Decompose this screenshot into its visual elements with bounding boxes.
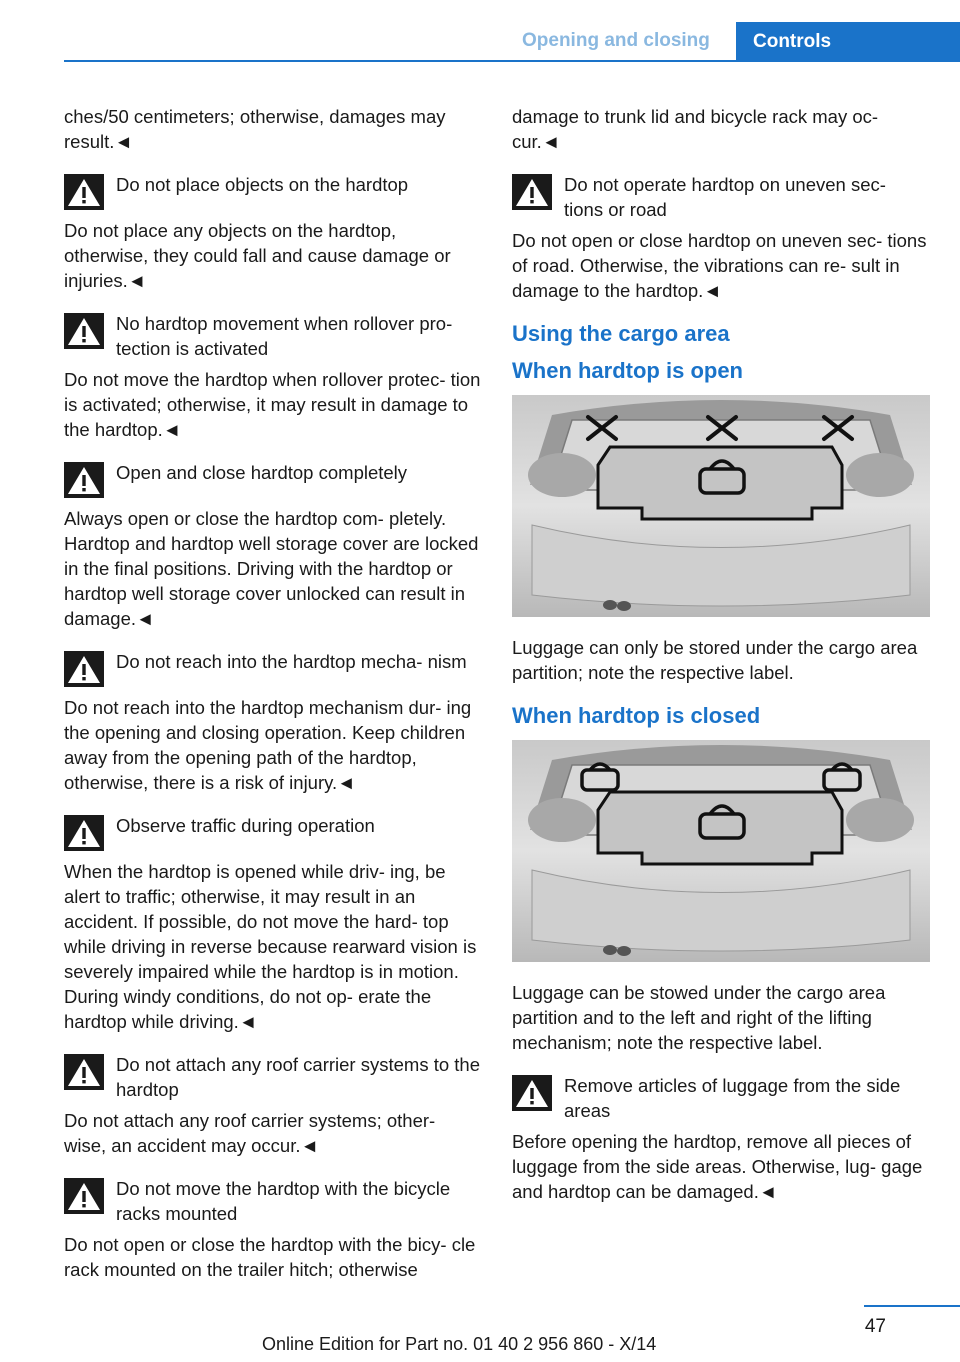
subheading-open: When hardtop is open — [512, 358, 743, 383]
warning-body: Do not reach into the hardtop mechanism dur‐ ing the opening and closing operation. Keep children away from the opening path of the hardtop, otherwise, there is a risk of injury.◄ — [64, 697, 472, 793]
warning-block — [512, 172, 930, 303]
warning-block — [64, 1052, 482, 1158]
footer-edition: Online Edition for Part no. 01 40 2 956 860 - X/14 — [262, 1334, 657, 1354]
warning-body: Do not place any objects on the hardtop, otherwise, they could fall and cause damage or injuries.◄ — [64, 220, 451, 291]
warning-body: Before opening the hardtop, remove all pieces of luggage from the side areas. Otherwise, lug‐ gage and hardtop can be damaged.◄ — [512, 1131, 923, 1202]
left-intro: ches/50 centimeters; otherwise, damages may result.◄ — [64, 106, 446, 152]
warning-title: No hardtop movement when rollover pro‐ tection is activated — [116, 313, 453, 359]
warning-title: Open and close hardtop completely — [116, 462, 408, 483]
warning-block — [64, 1176, 482, 1282]
warning-block — [64, 172, 482, 293]
warning-title: Observe traffic during operation — [116, 815, 375, 836]
warning-title: Do not operate hardtop on uneven sec‐ tions or road — [564, 174, 886, 220]
warning-title: Do not place objects on the hardtop — [116, 174, 409, 195]
header-tab: Controls — [736, 22, 960, 62]
left-column — [64, 104, 482, 1300]
warning-block — [64, 311, 482, 442]
warning-title: Do not reach into the hardtop mecha‐ nism — [116, 651, 467, 672]
warning-title: Do not attach any roof carrier systems to the hardtop — [116, 1054, 480, 1100]
warning-triangle-icon — [64, 815, 104, 851]
page-number: 47 — [864, 1316, 886, 1337]
warning-triangle-icon — [64, 462, 104, 498]
header-rule — [64, 60, 960, 62]
warning-block — [512, 1073, 930, 1204]
page-number-rule — [864, 1305, 960, 1307]
right-intro: damage to trunk lid and bicycle rack may oc‐ cur.◄ — [512, 106, 879, 152]
warning-body: When the hardtop is opened while driv‐ ing, be alert to traffic; otherwise, it may result in an accident. If possible, do not move the hard‐ top while driving in reverse because rearward vision is severely impaired while the hardtop is in motion. During windy conditions, do not op‐ erate the hardtop while driving.◄ — [64, 861, 477, 1032]
warning-triangle-icon — [64, 1178, 104, 1214]
warning-body: Always open or close the hardtop com‐ pletely. Hardtop and hardtop well storage cover are locked in the final positions. Driving with the hardtop or hardtop well storage cover unlocked can result in damage.◄ — [64, 508, 479, 629]
warning-block — [64, 649, 482, 795]
header-section-title: Opening and closing — [522, 30, 710, 51]
warning-triangle-icon — [512, 1075, 552, 1111]
subheading-closed: When hardtop is closed — [512, 703, 761, 728]
warning-block — [64, 813, 482, 1034]
warning-triangle-icon — [64, 651, 104, 687]
warning-triangle-icon — [64, 1054, 104, 1090]
warning-body: Do not move the hardtop when rollover protec‐ tion is activated; otherwise, it may result in damage to the hardtop.◄ — [64, 369, 481, 440]
right-column — [512, 104, 930, 1222]
section-heading: Using the cargo area — [512, 321, 730, 346]
warning-triangle-icon — [512, 174, 552, 210]
warning-body: Do not open or close hardtop on uneven sec‐ tions of road. Otherwise, the vibrations can re‐ sult in damage to the hardtop.◄ — [512, 230, 927, 301]
warning-title: Do not move the hardtop with the bicycle racks mounted — [116, 1178, 451, 1224]
warning-body: Do not open or close the hardtop with the bicy‐ cle rack mounted on the trailer hitch; otherwise — [64, 1234, 476, 1280]
warning-body: Do not attach any roof carrier systems; other‐ wise, an accident may occur.◄ — [64, 1110, 436, 1156]
open-description: Luggage can only be stored under the cargo area partition; note the respective label. — [512, 637, 918, 683]
closed-description: Luggage can be stowed under the cargo area partition and to the left and right of the lifting mechanism; note the respective label. — [512, 982, 886, 1053]
warning-triangle-icon — [64, 174, 104, 210]
warning-triangle-icon — [64, 313, 104, 349]
trunk-closed-illustration — [512, 740, 930, 962]
warning-block — [64, 460, 482, 631]
trunk-open-illustration — [512, 395, 930, 617]
warning-title: Remove articles of luggage from the side areas — [564, 1075, 901, 1121]
